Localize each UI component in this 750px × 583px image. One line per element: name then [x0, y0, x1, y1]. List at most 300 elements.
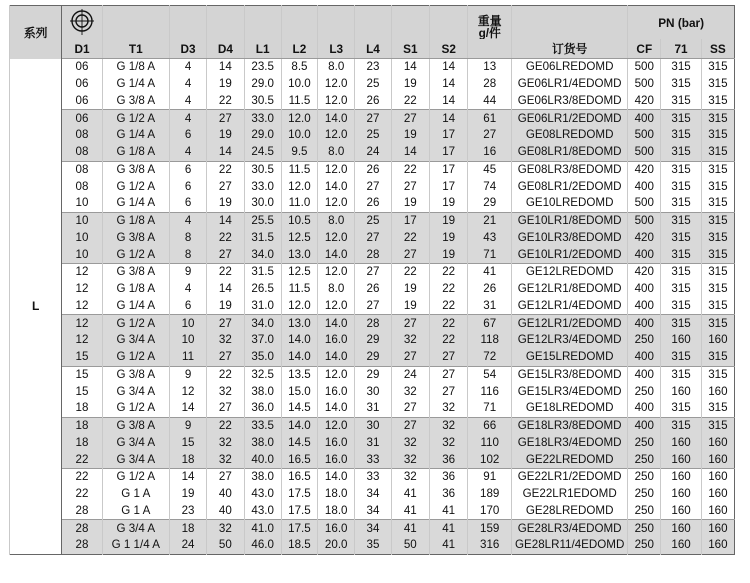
table-cell: 74	[468, 178, 512, 195]
table-cell: 28	[62, 537, 103, 554]
table-cell: 66	[468, 417, 512, 434]
table-cell: 13	[468, 59, 512, 76]
table-cell: 27	[429, 366, 467, 383]
table-cell: G 1/2 A	[102, 246, 169, 263]
table-cell: 10	[62, 230, 103, 247]
header-weight: 重量 g/件	[468, 6, 512, 40]
order-number-cell: GE10LR3/8EDOMD	[512, 230, 628, 247]
table-cell: 315	[661, 400, 702, 417]
order-number-cell: GE28LREDOMD	[512, 503, 628, 520]
table-cell: 315	[661, 110, 702, 127]
table-cell: 40	[207, 503, 244, 520]
header-order-no: 订货号	[512, 39, 628, 59]
table-cell: G 3/4 A	[102, 332, 169, 349]
table-cell: 9	[169, 264, 206, 281]
table-cell: 30	[355, 417, 391, 434]
table-cell: 08	[62, 178, 103, 195]
table-cell: 36	[429, 451, 467, 468]
table-cell: 14	[207, 212, 244, 229]
table-cell: 27	[355, 298, 391, 315]
table-cell: 27	[429, 349, 467, 366]
table-cell: 160	[701, 332, 734, 349]
table-cell: 37.0	[244, 332, 281, 349]
table-cell: 17	[429, 144, 467, 161]
table-cell: 32	[391, 383, 429, 400]
table-cell: 25.5	[244, 212, 281, 229]
table-cell: 500	[628, 195, 661, 212]
table-cell: 160	[701, 435, 734, 452]
table-cell: 33	[355, 469, 391, 486]
table-cell: 18	[169, 520, 206, 537]
table-cell: 27	[468, 127, 512, 144]
table-cell: 15	[169, 435, 206, 452]
table-cell: 22	[207, 417, 244, 434]
table-cell: 23.5	[244, 59, 281, 76]
table-cell: 8.5	[281, 59, 317, 76]
table-cell: 32	[429, 400, 467, 417]
table-cell: G 1 A	[102, 486, 169, 503]
table-cell: 19	[207, 127, 244, 144]
table-cell: 27	[207, 246, 244, 263]
table-cell: 16.0	[318, 520, 355, 537]
order-number-cell: GE08LR3/8EDOMD	[512, 161, 628, 178]
spec-table-container	[9, 5, 735, 555]
header-d3: D3	[169, 39, 206, 59]
table-row	[10, 486, 735, 503]
table-cell: 11	[169, 349, 206, 366]
table-cell: 22	[391, 93, 429, 110]
table-cell: 27	[391, 349, 429, 366]
table-cell: 32	[207, 383, 244, 400]
table-cell: 315	[701, 110, 734, 127]
table-cell: 12.5	[281, 230, 317, 247]
table-cell: 22	[207, 93, 244, 110]
table-cell: 315	[701, 178, 734, 195]
table-cell: 36	[429, 469, 467, 486]
table-cell: 14.0	[318, 110, 355, 127]
table-cell: 315	[661, 246, 702, 263]
table-cell: 10	[62, 246, 103, 263]
table-cell: G 3/4 A	[102, 520, 169, 537]
table-cell: 400	[628, 400, 661, 417]
table-cell: 160	[701, 537, 734, 554]
order-number-cell: GE18LR3/4EDOMD	[512, 435, 628, 452]
table-cell: 315	[661, 230, 702, 247]
table-cell: 71	[468, 400, 512, 417]
table-cell: 14.0	[281, 417, 317, 434]
table-cell: 420	[628, 93, 661, 110]
table-cell: 12.0	[318, 195, 355, 212]
table-cell: 14.0	[318, 246, 355, 263]
table-cell: 315	[701, 230, 734, 247]
table-cell: 27	[391, 246, 429, 263]
table-cell: 41.0	[244, 520, 281, 537]
table-cell: 8	[169, 230, 206, 247]
table-cell: 315	[661, 349, 702, 366]
order-number-cell: GE22LR1EDOMD	[512, 486, 628, 503]
table-cell: 15.0	[281, 383, 317, 400]
table-row	[10, 383, 735, 400]
table-cell: 315	[701, 315, 734, 332]
table-cell: G 1/2 A	[102, 110, 169, 127]
table-cell: 26	[355, 93, 391, 110]
table-cell: 6	[169, 178, 206, 195]
header-d1: D1	[62, 39, 103, 59]
table-cell: 45	[468, 161, 512, 178]
table-cell: 250	[628, 537, 661, 554]
table-cell: 28	[468, 76, 512, 93]
table-cell: 17	[429, 178, 467, 195]
table-cell: G 1 A	[102, 503, 169, 520]
table-cell: G 3/4 A	[102, 383, 169, 400]
table-cell: 315	[701, 59, 734, 76]
table-cell: 22	[62, 451, 103, 468]
table-cell: 16.5	[281, 451, 317, 468]
table-cell: 36	[429, 486, 467, 503]
table-cell: 14.5	[281, 400, 317, 417]
table-cell: 13.5	[281, 366, 317, 383]
table-cell: G 1 1/4 A	[102, 537, 169, 554]
table-cell: 33.0	[244, 178, 281, 195]
table-cell: 12	[62, 281, 103, 298]
table-cell: 26	[355, 281, 391, 298]
table-cell: 4	[169, 144, 206, 161]
table-cell: 36.0	[244, 400, 281, 417]
table-cell: 250	[628, 332, 661, 349]
table-cell: 6	[169, 127, 206, 144]
table-cell: 18	[62, 435, 103, 452]
table-cell: 19	[169, 486, 206, 503]
table-cell: 8.0	[318, 281, 355, 298]
table-cell: 12.0	[318, 230, 355, 247]
table-cell: 315	[661, 144, 702, 161]
table-cell: 160	[701, 469, 734, 486]
header-t1: T1	[102, 39, 169, 59]
table-cell: 29	[468, 195, 512, 212]
table-cell: 10	[62, 195, 103, 212]
table-cell: 10	[169, 315, 206, 332]
table-cell: 315	[661, 366, 702, 383]
table-cell: 160	[661, 435, 702, 452]
table-cell: 400	[628, 298, 661, 315]
table-cell: 24	[355, 144, 391, 161]
table-cell: 50	[391, 537, 429, 554]
table-cell: 31.5	[244, 264, 281, 281]
table-cell: G 1/2 A	[102, 315, 169, 332]
table-cell: 14	[391, 59, 429, 76]
table-cell: 189	[468, 486, 512, 503]
table-cell: 14.0	[318, 349, 355, 366]
table-cell: G 1/4 A	[102, 195, 169, 212]
table-cell: 12.5	[281, 264, 317, 281]
table-cell: G 1/2 A	[102, 400, 169, 417]
order-number-cell: GE06LR1/2EDOMD	[512, 110, 628, 127]
order-number-cell: GE12LREDOMD	[512, 264, 628, 281]
table-cell: 34.0	[244, 246, 281, 263]
table-row	[10, 230, 735, 247]
order-number-cell: GE06LREDOMD	[512, 59, 628, 76]
table-cell: 18	[62, 400, 103, 417]
table-cell: 17.5	[281, 486, 317, 503]
spec-table-body	[10, 59, 735, 555]
table-cell: 160	[661, 383, 702, 400]
order-number-cell: GE10LR1/8EDOMD	[512, 212, 628, 229]
table-cell: 4	[169, 59, 206, 76]
table-cell: 30.5	[244, 161, 281, 178]
table-cell: 110	[468, 435, 512, 452]
table-cell: 14	[207, 144, 244, 161]
table-cell: 8.0	[318, 144, 355, 161]
table-cell: 160	[701, 486, 734, 503]
table-cell: 315	[701, 195, 734, 212]
table-cell: 06	[62, 110, 103, 127]
table-row	[10, 281, 735, 298]
header-s2: S2	[429, 39, 467, 59]
table-cell: 29	[355, 366, 391, 383]
table-cell: 31	[468, 298, 512, 315]
table-cell: 34	[355, 503, 391, 520]
order-number-cell: GE12LR1/4EDOMD	[512, 298, 628, 315]
table-cell: 27	[391, 110, 429, 127]
order-number-cell: GE22LR1/2EDOMD	[512, 469, 628, 486]
table-cell: 22	[429, 264, 467, 281]
table-cell: 14	[207, 281, 244, 298]
table-cell: 11.5	[281, 93, 317, 110]
table-cell: G 1/4 A	[102, 76, 169, 93]
table-cell: 22	[391, 161, 429, 178]
table-cell: 250	[628, 520, 661, 537]
table-cell: 12.0	[318, 76, 355, 93]
table-cell: 315	[701, 161, 734, 178]
table-cell: 67	[468, 315, 512, 332]
order-number-cell: GE06LR1/4EDOMD	[512, 76, 628, 93]
thread-symbol-icon	[69, 9, 95, 37]
table-cell: 315	[661, 59, 702, 76]
table-cell: 25	[355, 212, 391, 229]
table-cell: 160	[701, 503, 734, 520]
table-cell: 12.0	[281, 298, 317, 315]
order-number-cell: GE28LR3/4EDOMD	[512, 520, 628, 537]
table-row	[10, 503, 735, 520]
table-row	[10, 144, 735, 161]
table-cell: 14.0	[281, 332, 317, 349]
table-cell: 14	[429, 110, 467, 127]
table-cell: 27	[391, 315, 429, 332]
order-number-cell: GE15LR3/8EDOMD	[512, 366, 628, 383]
table-cell: 34	[355, 520, 391, 537]
table-cell: 27	[207, 349, 244, 366]
table-cell: G 1/8 A	[102, 212, 169, 229]
table-cell: 10	[62, 212, 103, 229]
table-cell: 43.0	[244, 503, 281, 520]
table-cell: 10.5	[281, 212, 317, 229]
table-cell: 50	[207, 537, 244, 554]
table-cell: 43.0	[244, 486, 281, 503]
table-cell: 315	[661, 93, 702, 110]
table-cell: 22	[429, 315, 467, 332]
table-cell: 6	[169, 195, 206, 212]
table-cell: 43	[468, 230, 512, 247]
table-cell: 38.0	[244, 383, 281, 400]
table-cell: 71	[468, 246, 512, 263]
header-pn: PN (bar)	[628, 6, 735, 40]
table-cell: 29	[355, 332, 391, 349]
table-cell: 54	[468, 366, 512, 383]
table-row	[10, 110, 735, 127]
table-cell: 41	[391, 520, 429, 537]
table-cell: 08	[62, 144, 103, 161]
table-cell: 19	[391, 76, 429, 93]
table-cell: 315	[661, 264, 702, 281]
table-cell: 32	[429, 435, 467, 452]
table-cell: 400	[628, 349, 661, 366]
table-cell: 14	[429, 76, 467, 93]
table-cell: 22	[207, 366, 244, 383]
table-cell: 19	[391, 298, 429, 315]
table-cell: 12.0	[281, 110, 317, 127]
table-cell: 420	[628, 161, 661, 178]
header-l1: L1	[244, 39, 281, 59]
table-cell: G 3/8 A	[102, 264, 169, 281]
table-cell: 160	[661, 503, 702, 520]
table-cell: 12	[169, 383, 206, 400]
table-cell: G 1/8 A	[102, 59, 169, 76]
table-cell: 61	[468, 110, 512, 127]
table-cell: 22	[207, 161, 244, 178]
table-cell: 20.0	[318, 537, 355, 554]
table-cell: 28	[355, 246, 391, 263]
table-cell: 26	[355, 195, 391, 212]
order-number-cell: GE12LR1/2EDOMD	[512, 315, 628, 332]
order-number-cell: GE15LR3/4EDOMD	[512, 383, 628, 400]
table-cell: 32	[429, 417, 467, 434]
table-cell: 32	[391, 451, 429, 468]
table-cell: 14.0	[318, 400, 355, 417]
order-number-cell: GE10LR1/2EDOMD	[512, 246, 628, 263]
table-cell: 6	[169, 161, 206, 178]
table-cell: 31	[355, 400, 391, 417]
table-cell: 11.0	[281, 195, 317, 212]
table-cell: 19	[391, 281, 429, 298]
table-cell: 08	[62, 161, 103, 178]
table-cell: G 3/8 A	[102, 161, 169, 178]
table-cell: 11.5	[281, 281, 317, 298]
header-symbol	[62, 6, 103, 40]
table-cell: 315	[661, 178, 702, 195]
table-cell: 17	[391, 212, 429, 229]
table-cell: 12	[62, 298, 103, 315]
table-cell: 10.0	[281, 76, 317, 93]
table-cell: 8.0	[318, 212, 355, 229]
table-row	[10, 212, 735, 229]
table-cell: 15	[62, 366, 103, 383]
table-cell: 160	[701, 451, 734, 468]
table-cell: 16.0	[318, 383, 355, 400]
table-cell: 400	[628, 110, 661, 127]
table-cell: 18.0	[318, 503, 355, 520]
table-cell: 22	[429, 332, 467, 349]
table-cell: 14.0	[318, 315, 355, 332]
table-cell: 160	[701, 520, 734, 537]
table-cell: 102	[468, 451, 512, 468]
table-cell: G 1/2 A	[102, 349, 169, 366]
header-d4: D4	[207, 39, 244, 59]
order-number-cell: GE15LREDOMD	[512, 349, 628, 366]
table-cell: 28	[62, 520, 103, 537]
table-cell: G 3/8 A	[102, 366, 169, 383]
table-cell: 24	[391, 366, 429, 383]
table-cell: G 3/4 A	[102, 451, 169, 468]
table-cell: 315	[661, 281, 702, 298]
table-cell: 32	[207, 451, 244, 468]
table-cell: 18	[62, 417, 103, 434]
table-cell: 27	[391, 400, 429, 417]
table-cell: 17.5	[281, 503, 317, 520]
table-cell: 40	[207, 486, 244, 503]
table-cell: 28	[355, 315, 391, 332]
table-cell: 14	[429, 93, 467, 110]
table-cell: 160	[661, 537, 702, 554]
table-cell: 35.0	[244, 349, 281, 366]
table-cell: 9	[169, 417, 206, 434]
table-cell: G 1/2 A	[102, 469, 169, 486]
table-row	[10, 76, 735, 93]
order-number-cell: GE12LR1/8EDOMD	[512, 281, 628, 298]
order-number-cell: GE08LREDOMD	[512, 127, 628, 144]
table-cell: 32	[207, 332, 244, 349]
table-cell: 315	[701, 349, 734, 366]
table-cell: 27	[391, 417, 429, 434]
table-cell: 500	[628, 59, 661, 76]
table-row	[10, 298, 735, 315]
table-cell: 32	[207, 435, 244, 452]
table-cell: 24.5	[244, 144, 281, 161]
table-cell: 14.0	[318, 178, 355, 195]
table-cell: 15	[62, 349, 103, 366]
table-cell: 315	[701, 298, 734, 315]
table-cell: 18.5	[281, 537, 317, 554]
table-cell: 4	[169, 93, 206, 110]
table-cell: G 3/4 A	[102, 435, 169, 452]
table-cell: 32	[391, 469, 429, 486]
table-cell: 22	[207, 264, 244, 281]
table-cell: 27	[207, 400, 244, 417]
table-cell: 13.0	[281, 315, 317, 332]
table-cell: 12.0	[318, 298, 355, 315]
table-cell: 30.0	[244, 195, 281, 212]
table-row	[10, 161, 735, 178]
table-cell: 12.0	[281, 178, 317, 195]
table-cell: 14	[169, 400, 206, 417]
table-cell: 315	[701, 76, 734, 93]
order-number-cell: GE06LR3/8EDOMD	[512, 93, 628, 110]
table-cell: 16.0	[318, 332, 355, 349]
table-cell: 315	[661, 315, 702, 332]
header-cf: CF	[628, 39, 661, 59]
table-cell: 06	[62, 59, 103, 76]
header-s1: S1	[391, 39, 429, 59]
order-number-cell: GE10LREDOMD	[512, 195, 628, 212]
table-cell: 315	[661, 298, 702, 315]
table-row	[10, 451, 735, 468]
table-cell: 315	[661, 127, 702, 144]
table-cell: 41	[391, 503, 429, 520]
table-cell: 21	[468, 212, 512, 229]
table-cell: 27	[355, 264, 391, 281]
table-cell: 30.5	[244, 93, 281, 110]
table-cell: 32.5	[244, 366, 281, 383]
table-cell: 19	[207, 195, 244, 212]
